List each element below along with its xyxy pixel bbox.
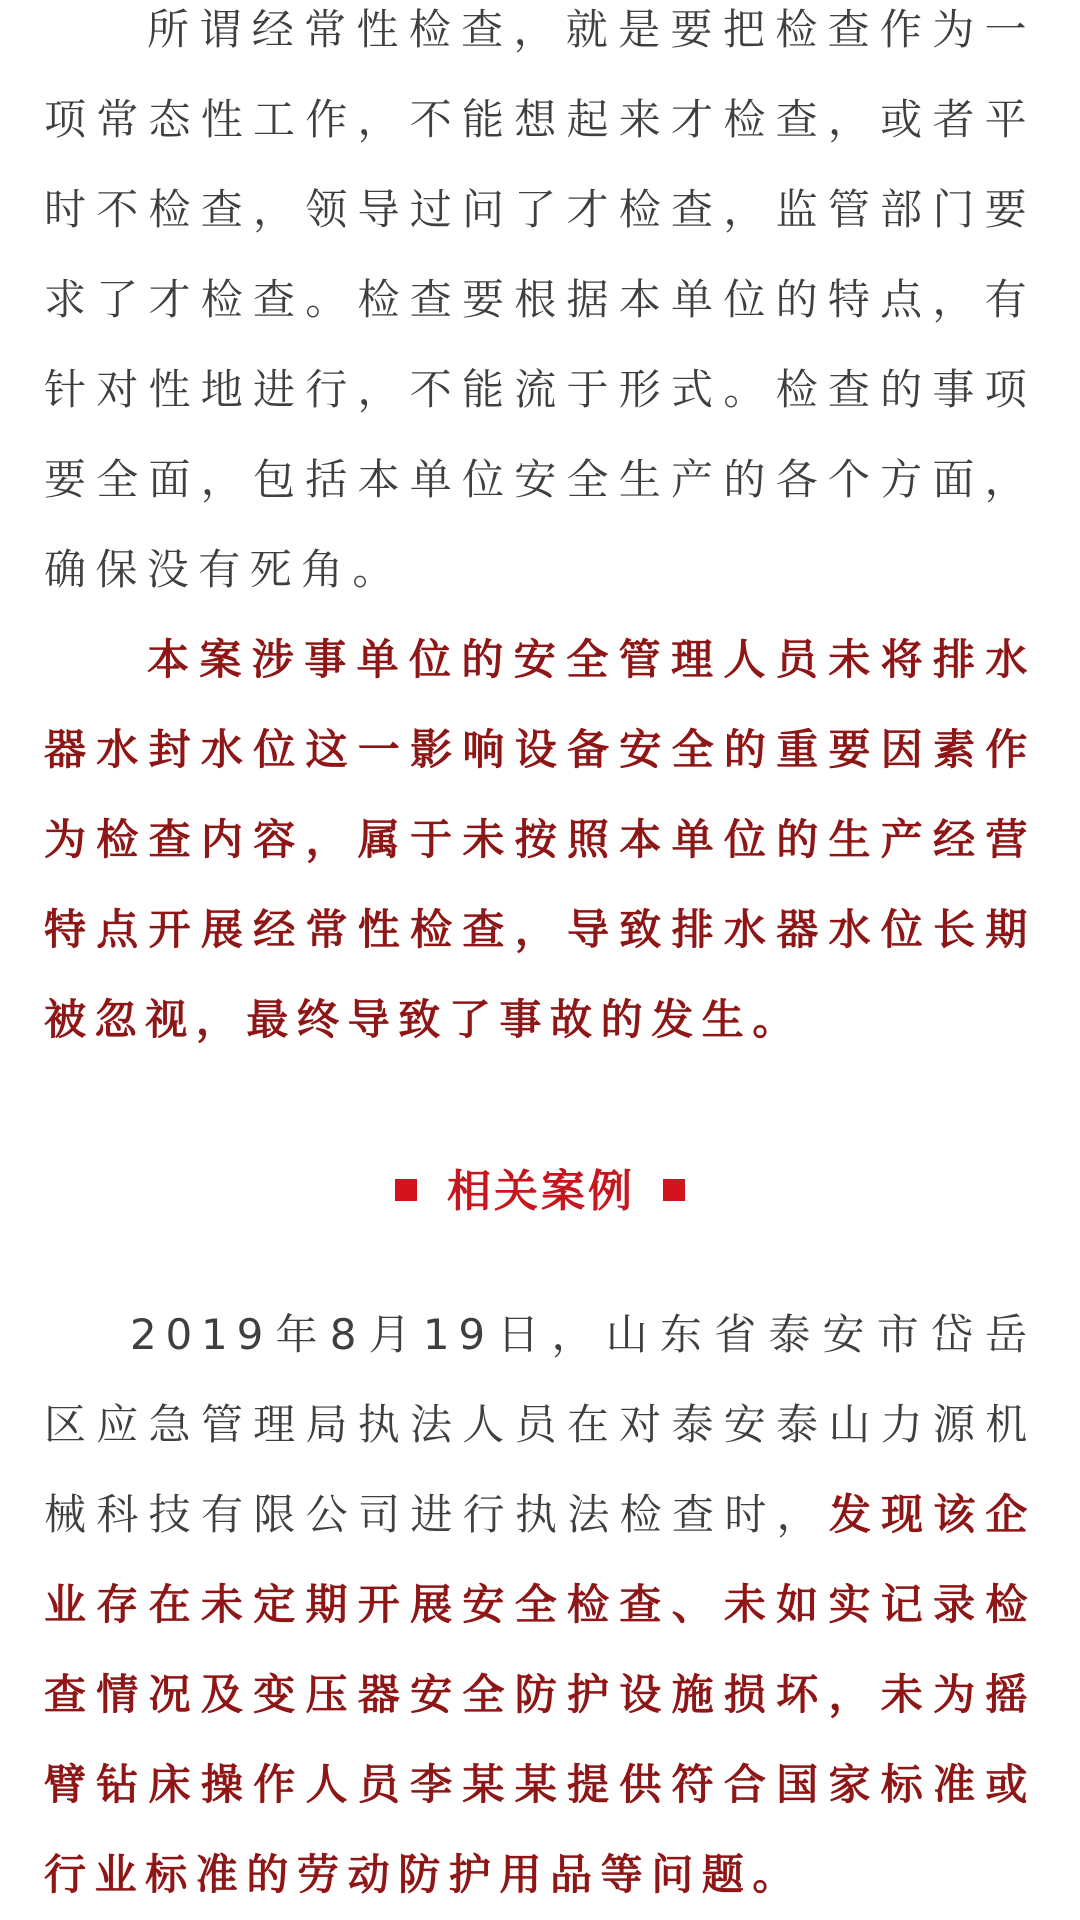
square-marker-icon [663, 1179, 685, 1201]
section-title: 相关案例 [447, 1166, 635, 1217]
section-heading-related-cases [0, 1160, 1080, 1224]
paragraph-regular-inspection: 所谓经常性检查，就是要把检查作为一项常态性工作，不能想起来才检查，或者平时不检查，领导过问了才检查，监管部门要求了才检查。检查要根据本单位的特点，有针对性地进行，不能流于形式。检查的事项要全面，包括本单位安全生产的各个方面，确保没有死角。 [44, 5, 1036, 594]
article-body [44, 0, 1036, 1065]
related-case-intro: 2019年8月19日，山东省泰安市岱岳区应急管理局执法人员在对泰安泰山力源机械科技有限公司进行执法检查时， [44, 1310, 1036, 1539]
related-case-findings: 发现该企业存在未定期开展安全检查、未如实记录检查情况及变压器安全防护设施损坏，未为摇臂钻床操作人员李某某提供符合国家标准或行业标准的劳动防护用品等问题。 [44, 1490, 1036, 1899]
paragraph-related-case [44, 1290, 1036, 1920]
square-marker-icon [395, 1179, 417, 1201]
paragraph-case-analysis: 本案涉事单位的安全管理人员未将排水器水封水位这一影响设备安全的重要因素作为检查内容，属于未按照本单位的生产经营特点开展经常性检查，导致排水器水位长期被忽视，最终导致了事故的发生。 [44, 635, 1036, 1044]
